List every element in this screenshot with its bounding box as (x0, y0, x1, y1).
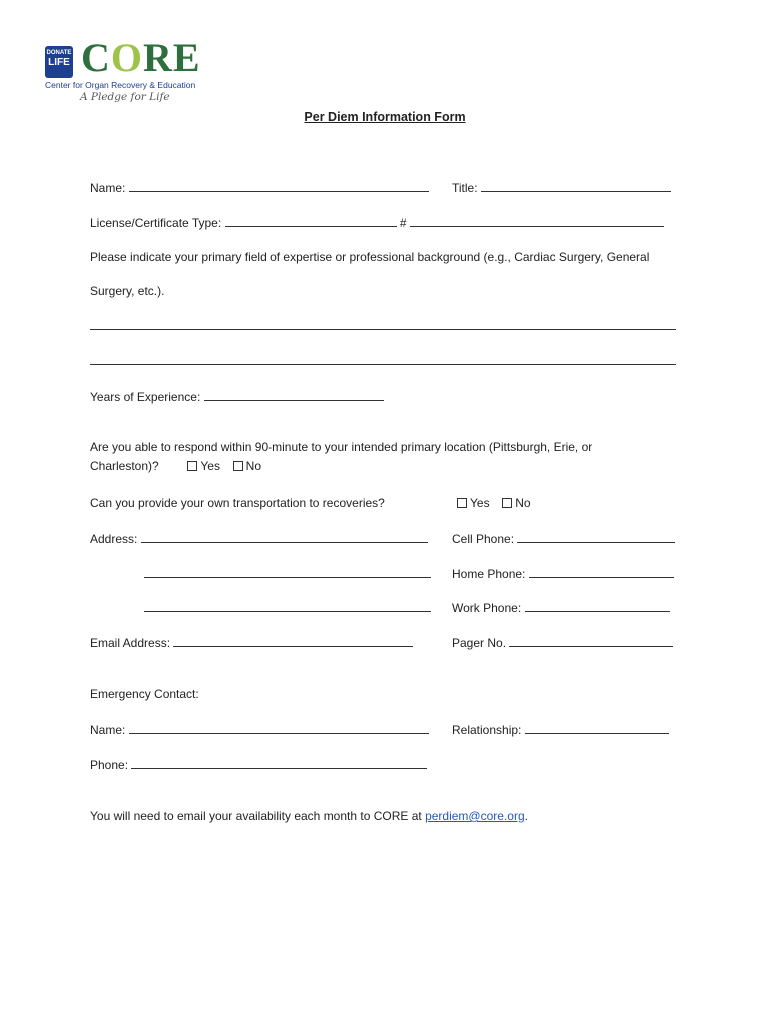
footer-email-link[interactable]: perdiem@core.org (425, 809, 525, 823)
pager-field[interactable] (509, 635, 673, 647)
relationship-label: Relationship: (452, 723, 522, 737)
transport-no-checkbox[interactable] (502, 498, 512, 508)
work-phone-row (452, 600, 670, 615)
cell-phone-label: Cell Phone: (452, 532, 515, 546)
emergency-contact-heading: Emergency Contact: (90, 687, 199, 701)
respond-no-label: No (245, 459, 261, 473)
address-row-2 (144, 566, 431, 581)
footer-text: You will need to email your availability each month to CORE at (90, 809, 422, 823)
transport-no-label: No (515, 496, 531, 510)
expertise-field-2[interactable] (90, 353, 676, 365)
email-label: Email Address: (90, 636, 171, 650)
pager-row (452, 635, 673, 650)
transport-yes-label: Yes (470, 496, 490, 510)
address-row-3 (144, 600, 431, 615)
home-phone-field[interactable] (529, 566, 674, 578)
donate-life-badge-bottom: LIFE (48, 57, 70, 68)
license-number-label: # (399, 216, 407, 230)
ec-name-field[interactable] (129, 722, 429, 734)
title-row (452, 180, 671, 195)
pager-label: Pager No. (452, 636, 507, 650)
form-title: Per Diem Information Form (304, 110, 466, 124)
title-field[interactable] (481, 180, 671, 192)
ec-name-row (90, 722, 429, 737)
expertise-question-line1: Please indicate your primary field of expertise or professional background (e.g., Cardiac Surgery, General (90, 250, 650, 264)
address-field-3[interactable] (144, 600, 431, 612)
years-row (90, 389, 384, 404)
years-field[interactable] (204, 389, 384, 401)
respond-question-line2: Charleston)? (90, 459, 159, 473)
respond-question-line1: Are you able to respond within 90-minute to your intended primary location (Pittsburgh, Erie, or (90, 440, 593, 454)
ec-phone-label: Phone: (90, 758, 129, 772)
name-label: Name: (90, 181, 126, 195)
license-row (90, 215, 664, 230)
transport-yes-checkbox[interactable] (457, 498, 467, 508)
footer-note (90, 809, 528, 823)
logo-tagline: A Pledge for Life (80, 91, 170, 103)
core-logo-wordmark: CORE (81, 35, 201, 80)
license-type-field[interactable] (225, 215, 397, 227)
respond-question-row (90, 459, 261, 473)
home-phone-label: Home Phone: (452, 567, 526, 581)
donate-life-badge-top: DONATE (46, 50, 72, 56)
license-number-field[interactable] (410, 215, 664, 227)
work-phone-field[interactable] (525, 600, 670, 612)
home-phone-row (452, 566, 674, 581)
name-row (90, 180, 429, 195)
relationship-field[interactable] (525, 722, 669, 734)
cell-phone-row (452, 531, 675, 546)
ec-phone-row (90, 757, 427, 772)
email-field[interactable] (173, 635, 413, 647)
respond-yes-label: Yes (200, 459, 220, 473)
email-row (90, 635, 413, 650)
address-label: Address: (90, 532, 138, 546)
address-row-1 (90, 531, 428, 546)
cell-phone-field[interactable] (517, 531, 675, 543)
expertise-question-line2: Surgery, etc.). (90, 284, 165, 298)
address-field-1[interactable] (141, 531, 428, 543)
expertise-row-2 (90, 353, 676, 368)
transport-options (457, 496, 531, 510)
ec-phone-field[interactable] (131, 757, 427, 769)
expertise-field-1[interactable] (90, 318, 676, 330)
expertise-row-1 (90, 318, 676, 333)
years-label: Years of Experience: (90, 390, 201, 404)
address-field-2[interactable] (144, 566, 431, 578)
name-field[interactable] (129, 180, 429, 192)
title-label: Title: (452, 181, 478, 195)
ec-name-label: Name: (90, 723, 126, 737)
respond-no-checkbox[interactable] (233, 461, 243, 471)
transport-question: Can you provide your own transportation to recoveries? (90, 496, 385, 510)
footer-period: . (524, 809, 528, 823)
license-label: License/Certificate Type: (90, 216, 222, 230)
respond-yes-checkbox[interactable] (187, 461, 197, 471)
work-phone-label: Work Phone: (452, 601, 522, 615)
relationship-row (452, 722, 669, 737)
donate-life-badge (45, 46, 73, 78)
logo-subtitle: Center for Organ Recovery & Education (45, 80, 196, 90)
